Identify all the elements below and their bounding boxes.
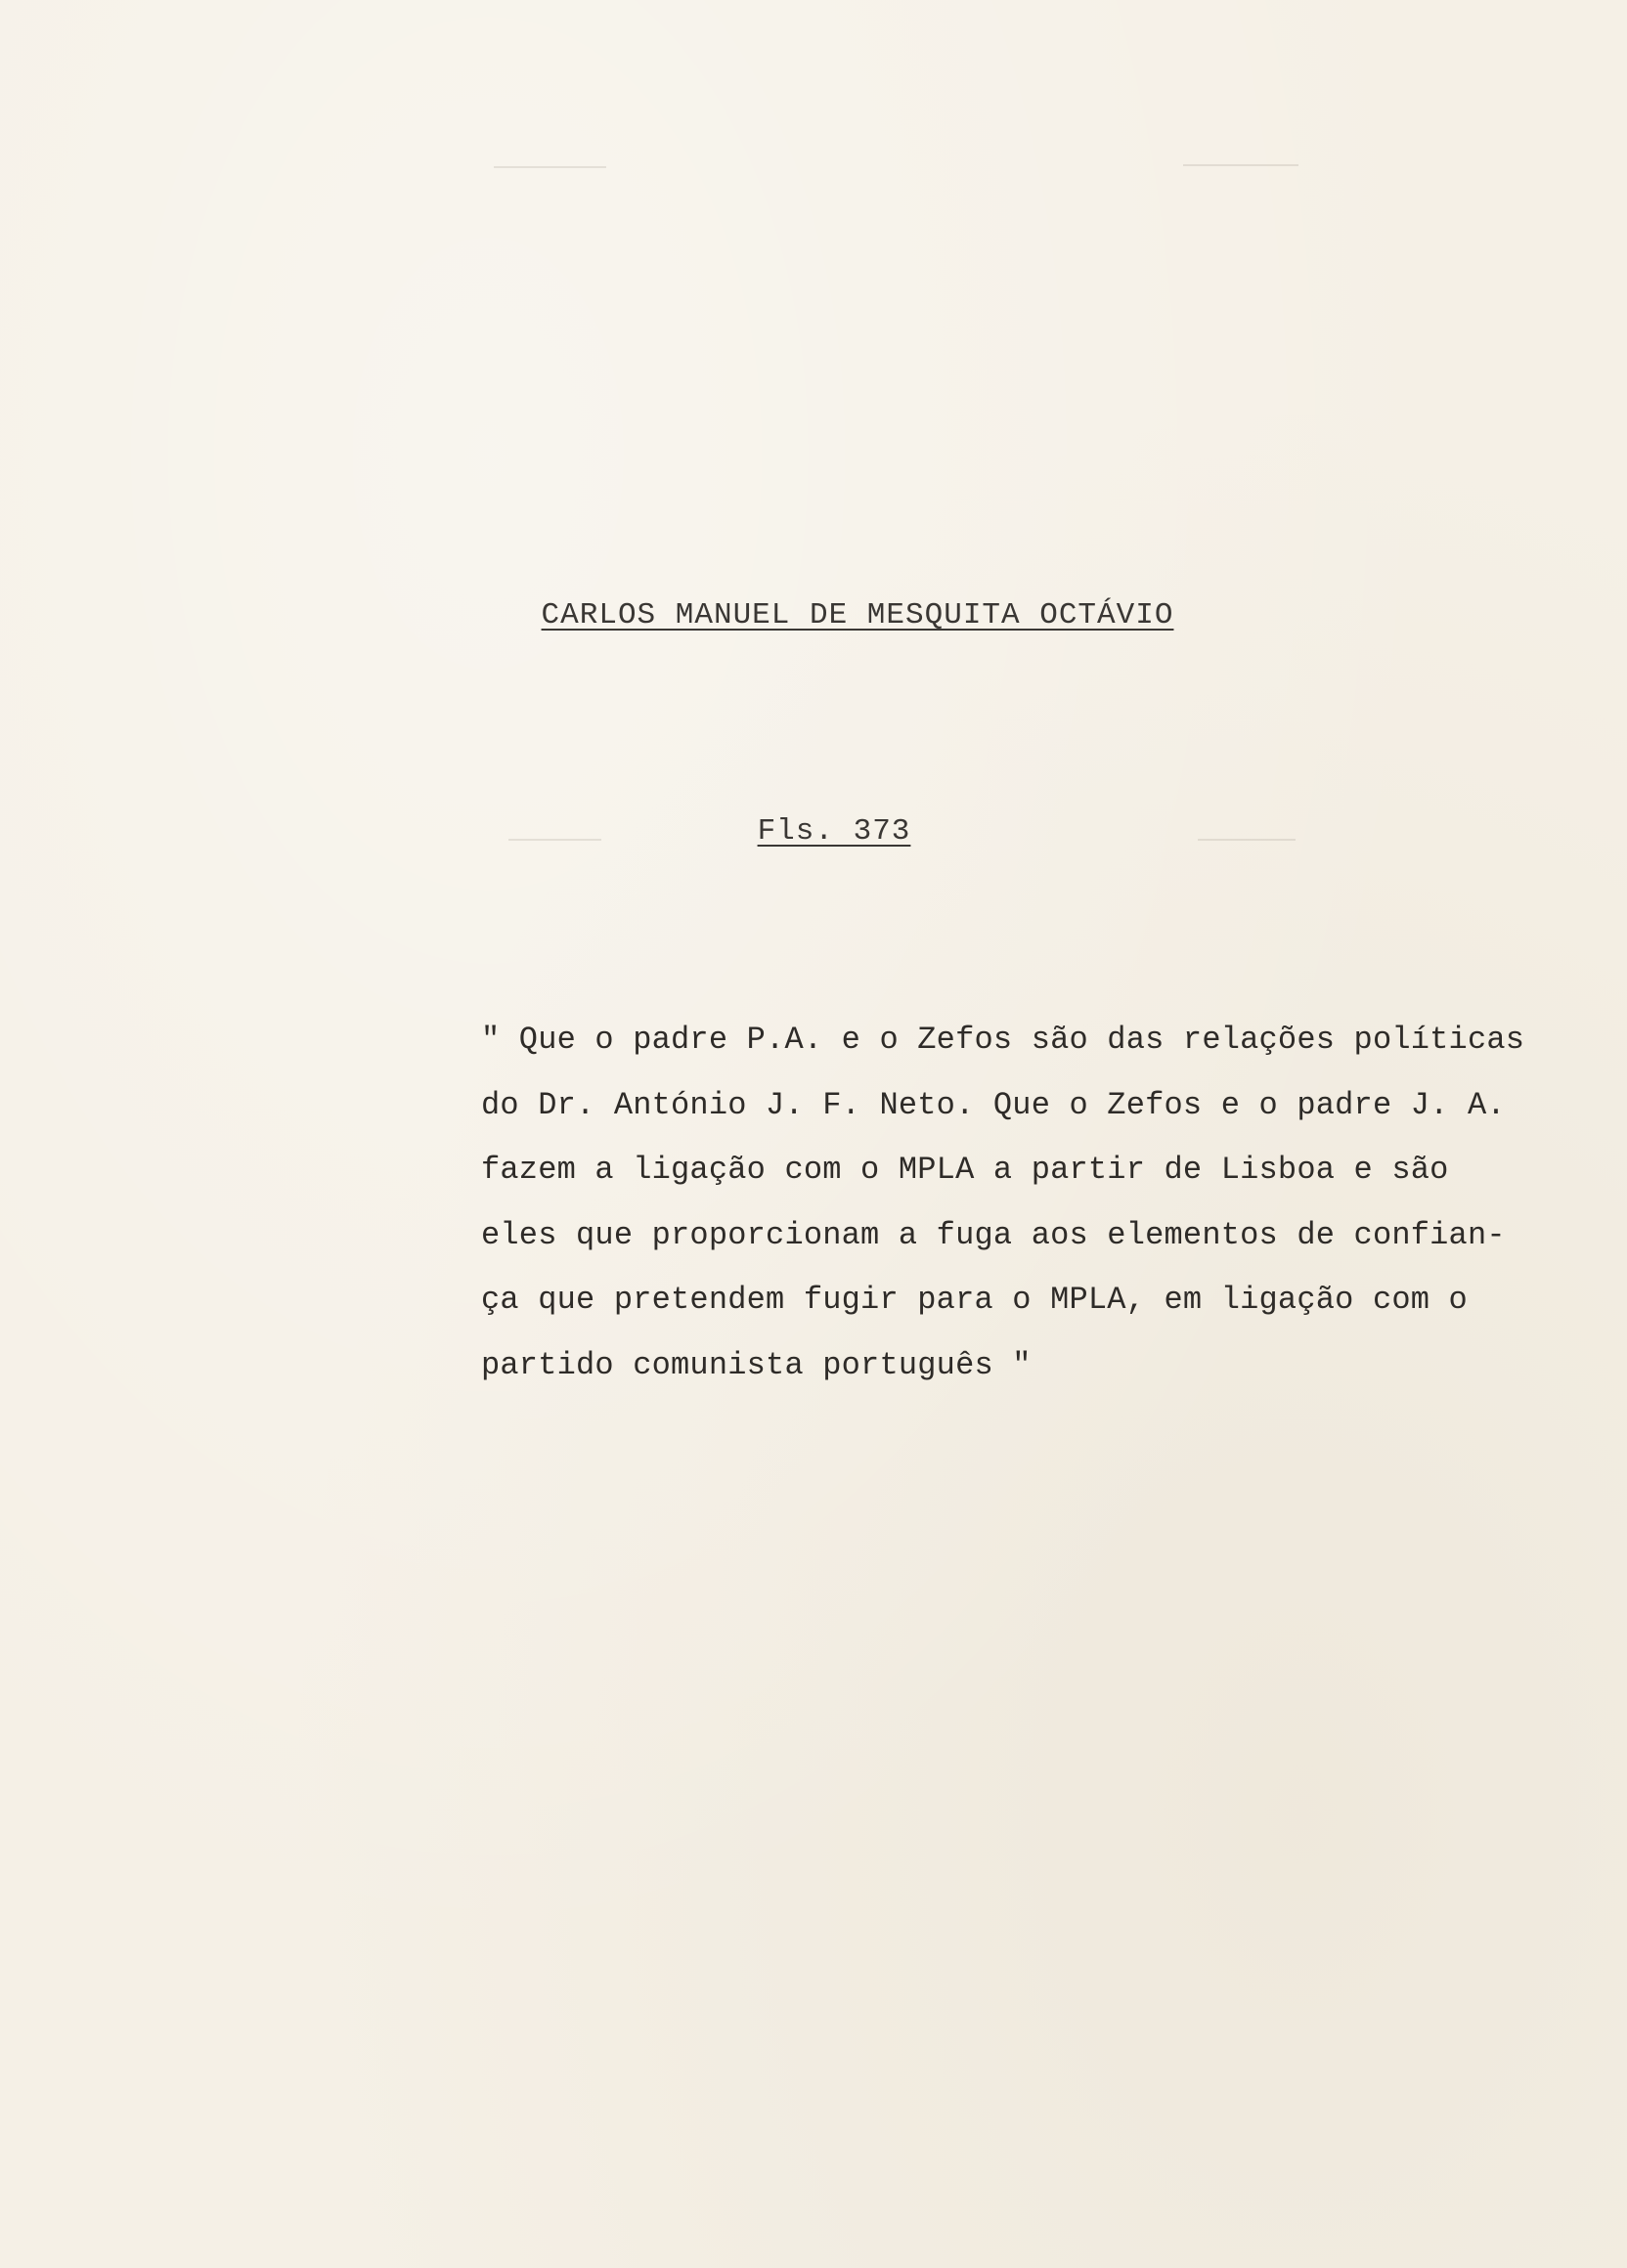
quote-line: do Dr. António J. F. Neto. Que o Zefos e o padre J. A. bbox=[481, 1086, 1506, 1123]
paper-mark bbox=[1183, 164, 1298, 166]
folio-number: Fls. 373 bbox=[757, 814, 911, 849]
quote-line: eles que proporcionam a fuga aos elementos de confian- bbox=[481, 1216, 1506, 1253]
quoted-statement bbox=[481, 1008, 1596, 1398]
document-heading: CARLOS MANUEL DE MESQUITA OCTÁVIO bbox=[541, 598, 1174, 632]
quote-line: " Que o padre P.A. e o Zefos são das relações políticas bbox=[481, 1022, 1525, 1058]
quote-line: ça que pretendem fugir para o MPLA, em ligação com o bbox=[481, 1282, 1468, 1318]
paper-mark bbox=[494, 166, 606, 168]
quote-line: fazem a ligação com o MPLA a partir de Lisboa e são bbox=[481, 1152, 1449, 1188]
quote-line: partido comunista português " bbox=[481, 1346, 1032, 1383]
